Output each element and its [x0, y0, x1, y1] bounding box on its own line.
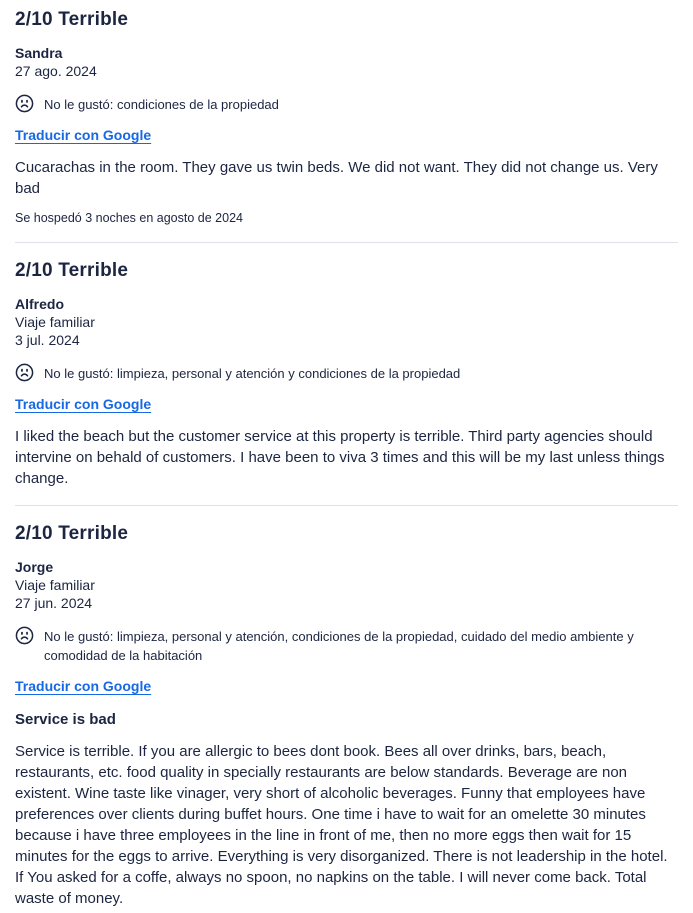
reviewer-name: Jorge	[15, 559, 54, 575]
stay-info: Se hospedó 3 noches en agosto de 2024	[15, 211, 243, 225]
review-card	[15, 9, 678, 226]
dislike-row	[15, 363, 678, 383]
review-rating-title: 2/10 Terrible	[15, 260, 129, 281]
sad-face-icon	[15, 626, 34, 645]
reviewer-name: Sandra	[15, 45, 63, 61]
review-divider	[15, 505, 678, 506]
dislike-row	[15, 626, 678, 665]
review-date: 27 jun. 2024	[15, 595, 93, 611]
review-divider	[15, 242, 678, 243]
sad-face-icon	[15, 363, 34, 382]
review-rating-title: 2/10 Terrible	[15, 523, 129, 544]
translate-with-google-link[interactable]: Traducir con Google	[15, 678, 152, 694]
dislike-text: No le gustó: limpieza, personal y atención, condiciones de la propiedad, cuidado del medio ambiente y comodidad de la habitación	[44, 629, 634, 663]
review-rating-title: 2/10 Terrible	[15, 9, 129, 30]
dislike-text: No le gustó: limpieza, personal y atención y condiciones de la propiedad	[44, 366, 461, 381]
translate-with-google-link[interactable]: Traducir con Google	[15, 396, 152, 412]
review-title: Service is bad	[15, 711, 116, 728]
review-card	[15, 260, 678, 489]
reviewer-name: Alfredo	[15, 296, 64, 312]
translate-with-google-link[interactable]: Traducir con Google	[15, 127, 152, 143]
review-body: Cucarachas in the room. They gave us twin beds. We did not want. They did not change us. Very bad	[15, 159, 658, 197]
review-date: 3 jul. 2024	[15, 332, 80, 348]
trip-type: Viaje familiar	[15, 314, 95, 330]
dislike-text: No le gustó: condiciones de la propiedad	[44, 97, 279, 112]
dislike-row	[15, 94, 678, 114]
review-card	[15, 523, 678, 909]
trip-type: Viaje familiar	[15, 577, 95, 593]
sad-face-icon	[15, 94, 34, 113]
review-body: I liked the beach but the customer service at this property is terrible. Third party agencies should intervine on behald of customers. I have been to viva 3 times and this will be my last unless things change.	[15, 428, 665, 487]
review-date: 27 ago. 2024	[15, 63, 97, 79]
review-body: Service is terrible. If you are allergic to bees dont book. Bees all over drinks, bars, beach, restaurants, etc. food quality in specially restaurants are below standards. Beverage are non existent. Wine taste like vinager, very short of alcoholic beverages. Funny that employees have preferences over clients during buffet hours. One time i have to wait for an omelette 30 minutes because i have three employees in the line in front of me, then no more eggs then wait for 15 minutes for the eggs to arrive. Everything is very disorganized. There is not leadership in the hotel. If You asked for a coffe, always no spoon, no napkins on the table. I will never come back. Total waste of money.	[15, 743, 668, 907]
